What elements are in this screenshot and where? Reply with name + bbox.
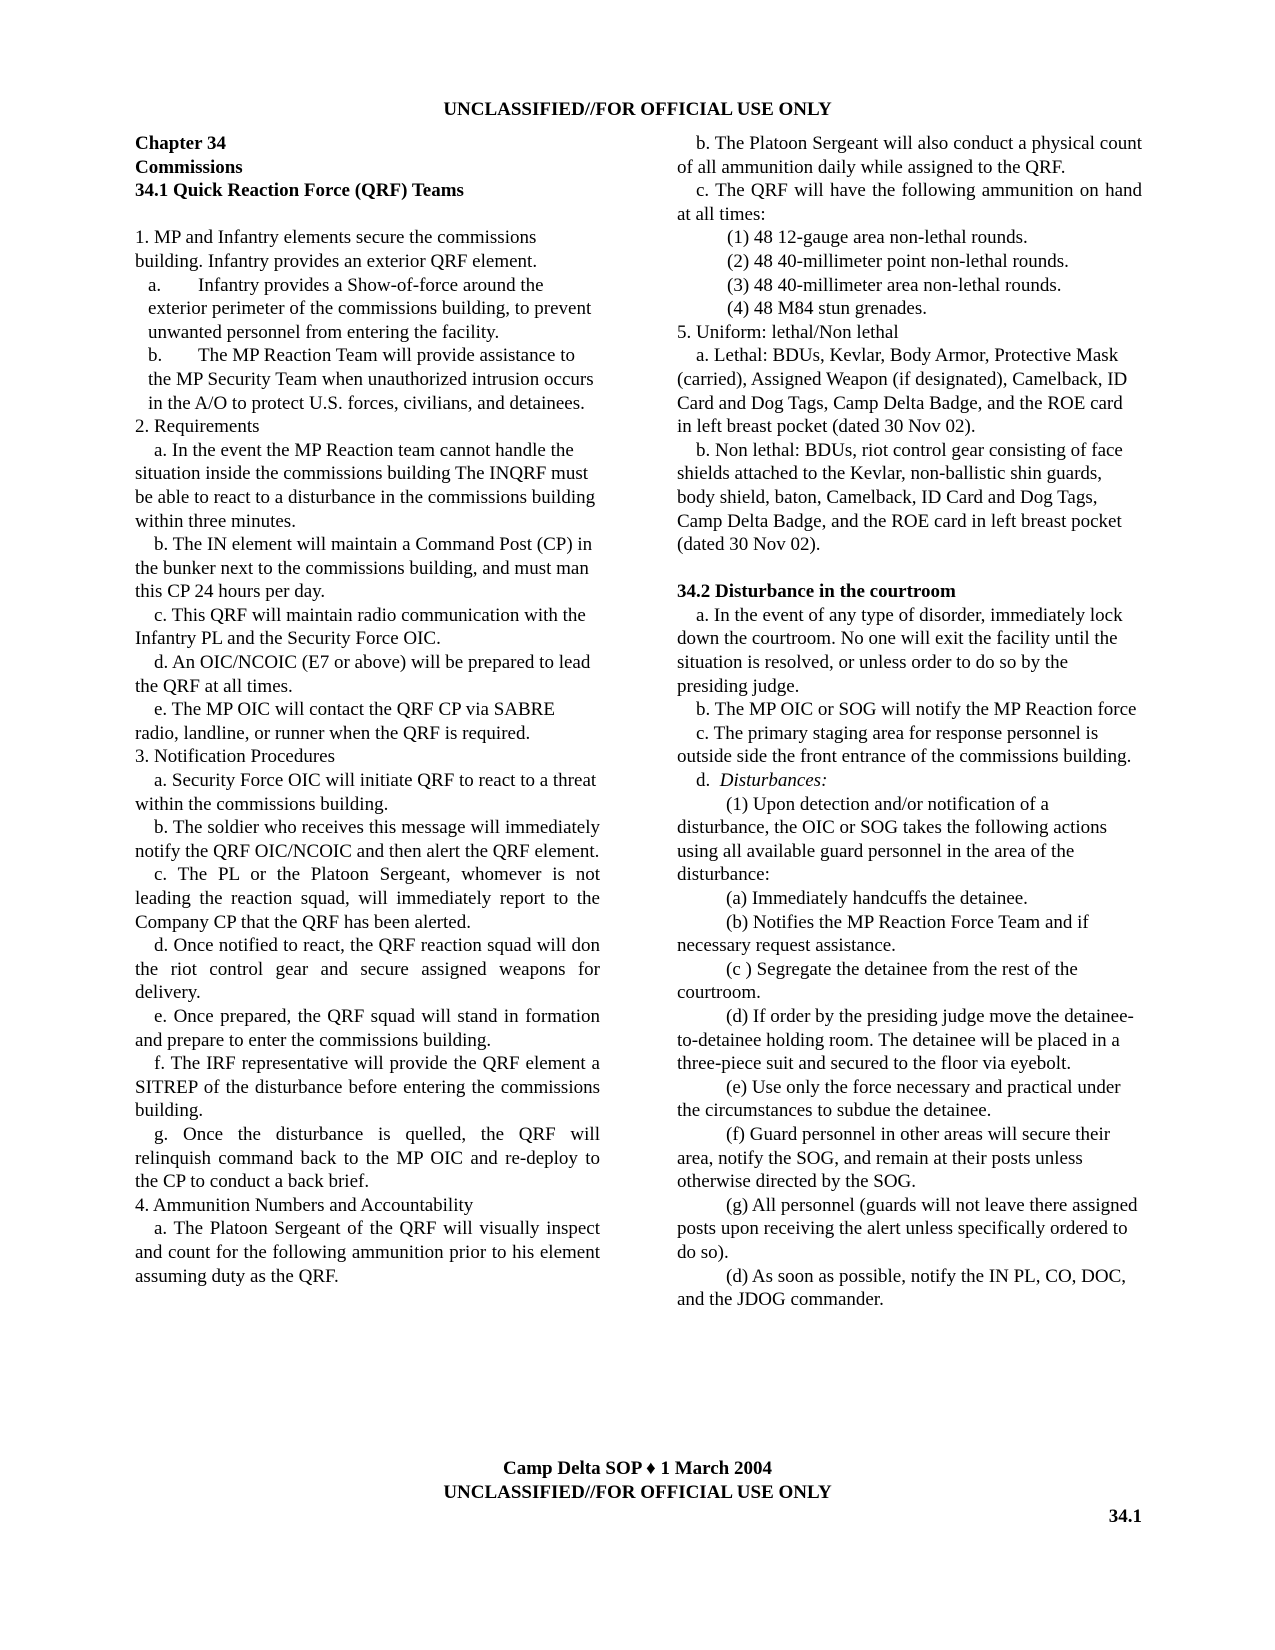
paragraph: (g) All personnel (guards will not leave there assigned posts upon receiving the alert unless specifically ordered to do so). [677,1194,1138,1263]
paragraph: (b) Notifies the MP Reaction Force Team and if necessary request assistance. [677,911,1089,957]
paragraph: b. Non lethal: BDUs, riot control gear consisting of face shields attached to the Kevlar, non-ballistic shin guards, body shield, baton, Camelback, ID Card and Dog Tags, Camp Delta Badge, and the ROE card in left breast pocket (dated 30 Nov 02). [677,439,1123,556]
paragraph: (d) If order by the presiding judge move the detainee-to-detainee holding room. The detainee will be placed in a three-piece suit and secured to the floor via eyebolt. [677,1005,1134,1075]
paragraph: b. The soldier who receives this message will immediately notify the QRF OIC/NCOIC and then alert the QRF element. [135,817,600,862]
paragraph: a. In the event the MP Reaction team cannot handle the situation inside the commissions building The INQRF must be able to react to a disturbance in the commissions building within three minutes. [135,439,596,532]
paragraph: e. Once prepared, the QRF squad will stand in formation and prepare to enter the commissions building. [135,1005,600,1051]
paragraph: a. The Platoon Sergeant of the QRF will visually inspect and count for the following ammunition prior to his element assuming duty as the QRF. [135,1218,600,1287]
paragraph: c. The primary staging area for response personnel is outside side the front entrance of the commissions building. [677,722,1132,768]
item-text: Infantry provides a Show-of-force around the exterior perimeter of the commissions building, to prevent unwanted personnel from entering the facility. [148,274,592,343]
paragraph: e. The MP OIC will contact the QRF CP via SABRE radio, landline, or runner when the QRF is required. [135,699,555,744]
footer [0,1457,1275,1504]
paragraph: a. Lethal: BDUs, Kevlar, Body Armor, Protective Mask (carried), Assigned Weapon (if designated), Camelback, ID Card and Dog Tags, Camp Delta Badge, and the ROE card in left breast pocket (dated 30 Nov 02). [677,345,1128,438]
paragraph: 2. Requirements [135,416,260,438]
paragraph: (f) Guard personnel in other areas will secure their area, notify the SOG, and remain at their posts unless otherwise directed by the SOG. [677,1123,1111,1193]
footer-document-title: Camp Delta SOP ♦ 1 March 2004 [503,1458,772,1479]
paragraph: b. The Platoon Sergeant will also conduct a physical count of all ammunition daily while assigned to the QRF. [677,133,1142,178]
paragraph: b. The MP OIC or SOG will notify the MP Reaction force [696,699,1137,721]
chapter-number: Chapter 34 [135,133,226,154]
paragraph: c. The QRF will have the following ammunition on hand at all times: [677,180,1142,225]
header-classification: UNCLASSIFIED//FOR OFFICIAL USE ONLY [443,99,832,120]
list-item: (1) 48 12-gauge area non-lethal rounds. [727,227,1028,249]
paragraph: (a) Immediately handcuffs the detainee. [726,888,1028,909]
list-item: (3) 48 40-millimeter area non-lethal rounds. [727,274,1062,296]
paragraph: 5. Uniform: lethal/Non lethal [677,321,899,343]
paragraph: c. This QRF will maintain radio communication with the Infantry PL and the Security Force OIC. [135,604,586,650]
paragraph: c. The PL or the Platoon Sergeant, whomever is not leading the reaction squad, will immediately report to the Company CP that the QRF has been alerted. [135,864,600,933]
paragraph [135,274,600,345]
paragraph [677,769,1142,793]
footer-classification: UNCLASSIFIED//FOR OFFICIAL USE ONLY [443,1481,832,1503]
paragraph: g. Once the disturbance is quelled, the QRF will relinquish command back to the MP OIC and re-deploy to the CP to conduct a back brief. [135,1123,600,1193]
paragraph: 4. Ammunition Numbers and Accountability [135,1194,474,1216]
page-number: 34.1 [1108,1506,1142,1527]
chapter-title: Commissions [135,156,243,178]
item-label: a. [148,274,162,296]
section-heading: 34.1 Quick Reaction Force (QRF) Teams [135,180,464,202]
paragraph: f. The IRF representative will provide the QRF element a SITREP of the disturbance before entering the commissions building. [135,1053,600,1122]
paragraph: (d) As soon as possible, notify the IN PL, CO, DOC, and the JDOG commander. [677,1265,1127,1311]
list-item: (4) 48 M84 stun grenades. [727,298,927,320]
paragraph: (e) Use only the force necessary and practical under the circumstances to subdue the detainee. [677,1076,1121,1122]
right-column [677,132,1142,1312]
paragraph: a. Security Force OIC will initiate QRF to react to a threat within the commissions building. [135,770,597,815]
section-heading: 34.2 Disturbance in the courtroom [677,581,956,603]
item-text: The MP Reaction Team will provide assistance to the MP Security Team when unauthorized intrusion occurs in the A/O to protect U.S. forces, civilians, and detainees. [148,345,594,414]
item-label: b. [148,345,163,367]
paragraph: (1) Upon detection and/or notification of a disturbance, the OIC or SOG takes the following actions using all available guard personnel in the area of the disturbance: [677,793,1108,886]
paragraph: 3. Notification Procedures [135,746,335,768]
item-label: d. [696,770,711,792]
paragraph: (c ) Segregate the detainee from the rest of the courtroom. [677,958,1078,1004]
paragraph: b. The IN element will maintain a Command Post (CP) in the bunker next to the commissions building, and must man this CP 24 hours per day. [135,534,593,603]
left-column [135,132,600,1288]
paragraph: d. An OIC/NCOIC (E7 or above) will be prepared to lead the QRF at all times. [135,652,591,697]
paragraph [135,344,600,415]
paragraph: d. Once notified to react, the QRF reaction squad will don the riot control gear and secure assigned weapons for delivery. [135,935,600,1004]
item-title: Disturbances: [719,770,828,792]
paragraph: 1. MP and Infantry elements secure the commissions building. Infantry provides an exterior QRF element. [135,227,538,272]
list-item: (2) 48 40-millimeter point non-lethal rounds. [727,250,1069,272]
paragraph: a. In the event of any type of disorder, immediately lock down the courtroom. No one will exit the facility until the situation is resolved, or unless order to do so by the presiding judge. [677,604,1123,697]
